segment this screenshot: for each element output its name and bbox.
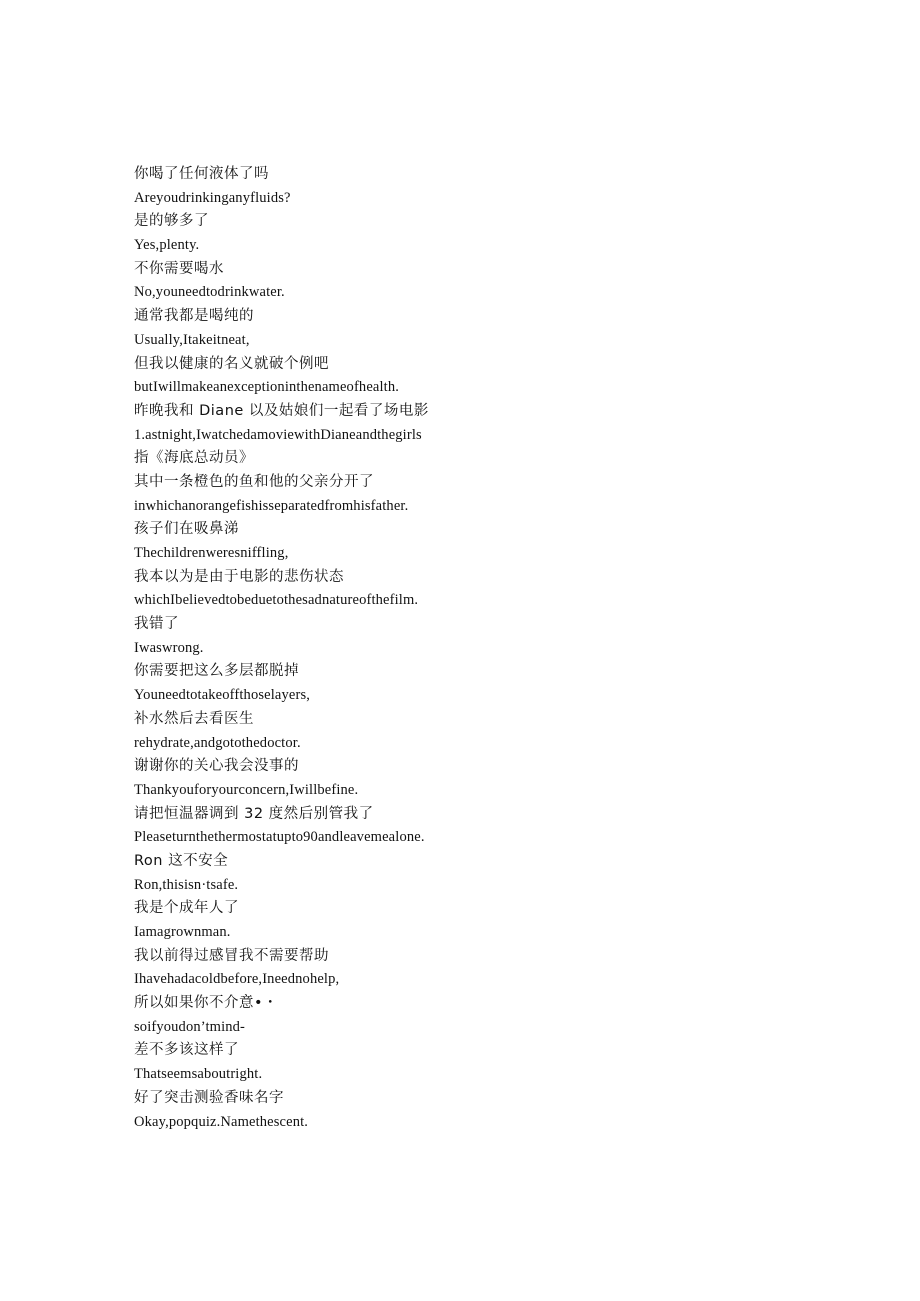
- english-subtitle-line: whichIbelievedtobeduetothesadnatureofthefilm.: [134, 592, 419, 609]
- chinese-subtitle-line: 通常我都是喝纯的: [134, 308, 254, 325]
- english-subtitle-line: Okay,popquiz.Namethescent.: [134, 1113, 309, 1130]
- chinese-subtitle-line: 我错了: [134, 616, 179, 633]
- english-subtitle-line: inwhichanorangefishisseparatedfromhisfather.: [134, 497, 409, 514]
- english-subtitle-line: Areyoudrinkinganyfluids?: [134, 189, 291, 206]
- chinese-subtitle-line: 差不多该这样了: [134, 1042, 239, 1059]
- english-subtitle-line: Pleaseturnthethermostatupto90andleavemealone.: [134, 829, 425, 846]
- english-subtitle-line: Thechildrenweresniffling,: [134, 545, 289, 561]
- english-subtitle-line: Iamagrownman.: [134, 924, 231, 940]
- chinese-subtitle-line: 指《海底总动员》: [134, 450, 254, 467]
- chinese-subtitle-line: 你需要把这么多层都脱掉: [134, 663, 299, 680]
- chinese-subtitle-line: 其中一条橙色的鱼和他的父亲分开了: [134, 473, 374, 490]
- document-body: [134, 163, 834, 1134]
- english-subtitle-line: butIwillmakeanexceptioninthenameofhealth.: [134, 379, 400, 396]
- chinese-subtitle-line: 孩子们在吸鼻涕: [134, 521, 239, 538]
- english-subtitle-line: Thatseemsaboutright.: [134, 1066, 263, 1083]
- chinese-subtitle-line: 但我以健康的名义就破个例吧: [134, 355, 329, 372]
- chinese-subtitle-line: 好了突击测验香味名字: [134, 1089, 284, 1106]
- english-subtitle-line: Yes,plenty.: [134, 237, 200, 254]
- chinese-subtitle-line: 我以前得过感冒我不需要帮助: [134, 947, 329, 964]
- english-subtitle-line: Thankyouforyourconcern,Iwillbefine.: [134, 781, 359, 798]
- chinese-subtitle-line: 不你需要喝水: [134, 260, 224, 277]
- english-subtitle-line: Ron,thisisn·tsafe.: [134, 876, 239, 893]
- english-subtitle-line: Iwaswrong.: [134, 639, 204, 656]
- english-subtitle-line: No,youneedtodrinkwater.: [134, 284, 285, 301]
- english-subtitle-line: Usually,Itakeitneat,: [134, 331, 250, 348]
- chinese-subtitle-line: 昨晚我和 Diane 以及姑娘们一起看了场电影: [134, 402, 429, 419]
- chinese-subtitle-line: 你喝了任何液体了吗: [134, 166, 269, 182]
- chinese-subtitle-line: 我是个成年人了: [134, 900, 239, 917]
- chinese-subtitle-line: 谢谢你的关心我会没事的: [134, 758, 299, 775]
- chinese-subtitle-line: 补水然后去看医生: [134, 710, 254, 727]
- chinese-subtitle-line: 是的够多了: [134, 213, 209, 230]
- english-subtitle-line: Ihavehadacoldbefore,Ineednohelp,: [134, 971, 340, 988]
- chinese-subtitle-line: 我本以为是由于电影的悲伤状态: [134, 568, 344, 585]
- english-subtitle-line: soifyoudon’tmind-: [134, 1018, 246, 1035]
- english-subtitle-line: Youneedtotakeoffthoselayers,: [134, 687, 311, 704]
- chinese-subtitle-line: Ron 这不安全: [134, 852, 229, 869]
- chinese-subtitle-line: 请把恒温器调到 32 度然后别管我了: [134, 805, 374, 822]
- english-subtitle-line: rehydrate,andgotothedoctor.: [134, 734, 301, 751]
- english-subtitle-line: 1.astnight,IwatchedamoviewithDianeandthegirls: [134, 426, 422, 443]
- chinese-subtitle-line: 所以如果你不介意•・: [134, 995, 279, 1012]
